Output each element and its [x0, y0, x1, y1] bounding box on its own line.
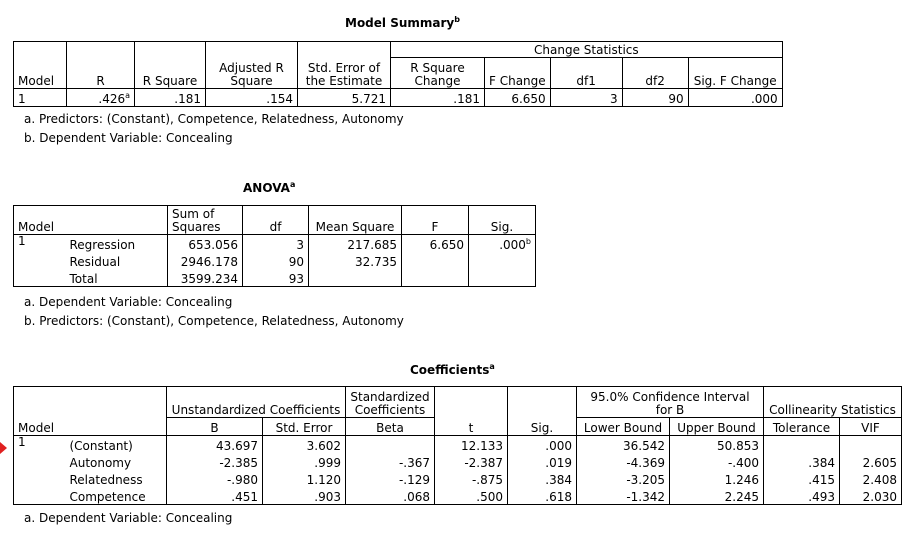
- model-summary-table: [13, 41, 783, 107]
- anova-cell-ss: 653.056: [168, 235, 243, 253]
- anova-cell-ms: 32.735: [309, 252, 402, 269]
- coef-cell-lower: -1.342: [577, 487, 670, 505]
- anova-title-sup: a: [289, 180, 296, 189]
- ms-header-model: Model: [14, 42, 67, 89]
- coef-cell-t: 12.133: [435, 436, 508, 454]
- coef-header-sig: Sig.: [508, 387, 577, 436]
- coef-cell-beta: -.129: [346, 470, 435, 487]
- coef-header-t: t: [435, 387, 508, 436]
- anova-header-f: F: [402, 206, 469, 235]
- anova-cell-sig: [469, 252, 536, 269]
- anova-table: [13, 205, 536, 287]
- ms-header-r-square-change: R Square Change: [391, 58, 485, 89]
- coef-cell-tolerance: .415: [764, 470, 840, 487]
- table-row: [14, 436, 902, 454]
- coef-cell-t: -.875: [435, 470, 508, 487]
- coef-cell-lower: -3.205: [577, 470, 670, 487]
- anova-note-b: b. Predictors: (Constant), Competence, Relatedness, Autonomy: [24, 314, 404, 328]
- coef-cell-tolerance: [764, 436, 840, 454]
- coefficients-title-sup: a: [489, 362, 495, 371]
- coef-cell-b: -2.385: [167, 453, 263, 470]
- anova-header-model: Model: [14, 206, 168, 235]
- coef-cell-upper: 50.853: [670, 436, 764, 454]
- ms-cell-r-square-change: .181: [391, 89, 485, 107]
- coef-cell-sig: .000: [508, 436, 577, 454]
- coef-header-std-error: Std. Error: [263, 418, 346, 436]
- ms-cell-r-sup: a: [125, 91, 130, 100]
- coef-cell-vif: 2.030: [840, 487, 902, 505]
- model-summary-title-text: Model Summary: [345, 16, 455, 30]
- ms-header-r: R: [67, 42, 135, 89]
- coef-cell-sig: .019: [508, 453, 577, 470]
- row-pointer-icon: [0, 442, 7, 454]
- anova-row-name: Regression: [66, 235, 168, 253]
- ms-header-df1: df1: [550, 58, 622, 89]
- coef-group-standardized: Standardized Coefficients: [346, 387, 435, 418]
- ms-group-change-statistics: Change Statistics: [391, 42, 783, 58]
- ms-cell-r-square: .181: [135, 89, 206, 107]
- coefficients-title: [410, 363, 495, 377]
- coef-cell-sig: .384: [508, 470, 577, 487]
- coef-cell-std-error: 3.602: [263, 436, 346, 454]
- coef-header-beta: Beta: [346, 418, 435, 436]
- coef-cell-upper: -.400: [670, 453, 764, 470]
- coef-cell-lower: -4.369: [577, 453, 670, 470]
- anova-cell-f: [402, 252, 469, 269]
- coef-cell-t: -2.387: [435, 453, 508, 470]
- anova-cell-sig-sup: b: [525, 237, 531, 246]
- anova-header-sig: Sig.: [469, 206, 536, 235]
- ms-note-a: a. Predictors: (Constant), Competence, Relatedness, Autonomy: [24, 112, 404, 126]
- coef-cell-beta: -.367: [346, 453, 435, 470]
- coef-cell-lower: 36.542: [577, 436, 670, 454]
- anova-title: [243, 181, 295, 195]
- anova-cell-sig: [469, 269, 536, 287]
- coefficients-title-text: Coefficients: [410, 363, 490, 377]
- table-row: [14, 487, 902, 505]
- coef-group-collinearity: Collinearity Statistics: [764, 387, 902, 418]
- anova-header-ss: Sum of Squares: [168, 206, 243, 235]
- coef-row-name: Autonomy: [66, 453, 167, 470]
- ms-cell-f-change: 6.650: [485, 89, 551, 107]
- coef-cell-b: .451: [167, 487, 263, 505]
- coef-group-unstandardized: Unstandardized Coefficients: [167, 387, 346, 418]
- ms-header-std-error: Std. Error of the Estimate: [298, 42, 391, 89]
- table-row: [14, 89, 783, 107]
- ms-header-df2: df2: [622, 58, 688, 89]
- coef-header-b: B: [167, 418, 263, 436]
- coef-cell-vif: 2.408: [840, 470, 902, 487]
- anova-cell-ss: 2946.178: [168, 252, 243, 269]
- ms-cell-r: [67, 89, 135, 107]
- coef-row-name: Competence: [66, 487, 167, 505]
- coef-note-a: a. Dependent Variable: Concealing: [24, 511, 233, 525]
- anova-row-name: Residual: [66, 252, 168, 269]
- coef-cell-std-error: 1.120: [263, 470, 346, 487]
- coef-row-name: Relatedness: [66, 470, 167, 487]
- coef-cell-std-error: .903: [263, 487, 346, 505]
- coef-header-vif: VIF: [840, 418, 902, 436]
- anova-cell-df: 93: [243, 269, 309, 287]
- coef-cell-std-error: .999: [263, 453, 346, 470]
- coef-group-confidence-interval: 95.0% Confidence Interval for B: [577, 387, 764, 418]
- table-row: [14, 470, 902, 487]
- table-row: [14, 269, 536, 287]
- ms-header-sig-f-change: Sig. F Change: [688, 58, 782, 89]
- model-summary-title-sup: b: [454, 15, 460, 24]
- coef-header-tolerance: Tolerance: [764, 418, 840, 436]
- ms-cell-std-error: 5.721: [298, 89, 391, 107]
- coef-row-name: (Constant): [66, 436, 167, 454]
- coef-cell-tolerance: .384: [764, 453, 840, 470]
- table-row: [14, 235, 536, 253]
- anova-row-name: Total: [66, 269, 168, 287]
- coef-header-model: Model: [14, 387, 167, 436]
- coef-header-upper-bound: Upper Bound: [670, 418, 764, 436]
- coef-header-lower-bound: Lower Bound: [577, 418, 670, 436]
- anova-note-a: a. Dependent Variable: Concealing: [24, 295, 233, 309]
- coefficients-table: [13, 386, 902, 505]
- anova-title-text: ANOVA: [243, 181, 290, 195]
- coef-cell-vif: 2.605: [840, 453, 902, 470]
- ms-cell-r-value: .426: [98, 92, 126, 106]
- ms-cell-model: 1: [14, 89, 67, 107]
- anova-header-ms: Mean Square: [309, 206, 402, 235]
- model-summary-title: [345, 16, 460, 30]
- coef-cell-upper: 2.245: [670, 487, 764, 505]
- ms-header-adj-r-square: Adjusted R Square: [206, 42, 298, 89]
- ms-header-r-square: R Square: [135, 42, 206, 89]
- coef-cell-t: .500: [435, 487, 508, 505]
- coef-cell-upper: 1.246: [670, 470, 764, 487]
- ms-header-f-change: F Change: [485, 58, 551, 89]
- anova-cell-sig: [469, 235, 536, 253]
- coef-cell-sig: .618: [508, 487, 577, 505]
- anova-cell-f: 6.650: [402, 235, 469, 253]
- anova-cell-ms: [309, 269, 402, 287]
- anova-cell-ss: 3599.234: [168, 269, 243, 287]
- anova-cell-ms: 217.685: [309, 235, 402, 253]
- table-row: [14, 453, 902, 470]
- ms-note-b: b. Dependent Variable: Concealing: [24, 131, 233, 145]
- table-row: [14, 252, 536, 269]
- ms-cell-df2: 90: [622, 89, 688, 107]
- anova-model: 1: [14, 235, 66, 287]
- ms-cell-df1: 3: [550, 89, 622, 107]
- anova-header-df: df: [243, 206, 309, 235]
- ms-cell-adj-r-square: .154: [206, 89, 298, 107]
- coef-cell-b: -.980: [167, 470, 263, 487]
- coef-model: 1: [14, 436, 66, 505]
- coef-cell-vif: [840, 436, 902, 454]
- coef-cell-tolerance: .493: [764, 487, 840, 505]
- anova-cell-f: [402, 269, 469, 287]
- coef-cell-beta: [346, 436, 435, 454]
- anova-cell-df: 3: [243, 235, 309, 253]
- anova-cell-df: 90: [243, 252, 309, 269]
- anova-cell-sig-value: .000: [499, 238, 526, 252]
- coef-cell-beta: .068: [346, 487, 435, 505]
- ms-cell-sig-f-change: .000: [688, 89, 782, 107]
- coef-cell-b: 43.697: [167, 436, 263, 454]
